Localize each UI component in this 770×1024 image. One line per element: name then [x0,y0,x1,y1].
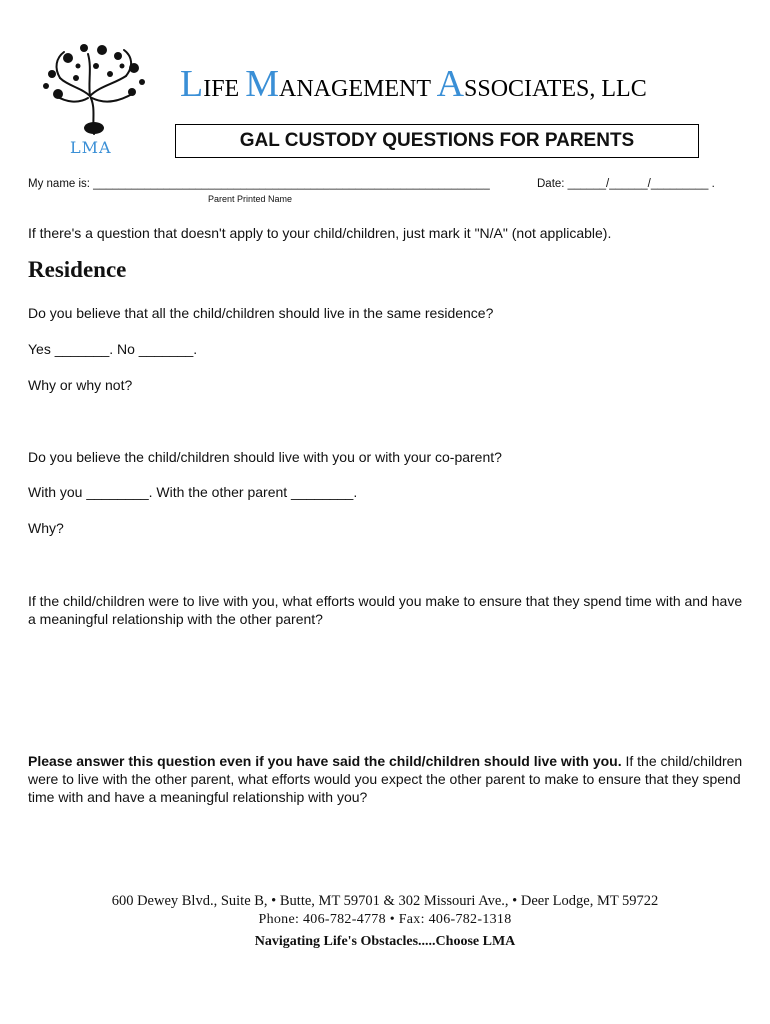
footer-phone: Phone: 406-782-4778 • Fax: 406-782-1318 [258,912,512,927]
name-field-sublabel: Parent Printed Name [208,194,293,204]
intro-text: If there's a question that doesn't apply to your child/children, just mark it "N/A" (not applicable). [28,225,612,241]
logo-lma-text: LMA [70,138,112,157]
question-1-answer-lines[interactable]: Yes _______. No _______. [28,341,198,357]
question-2: Do you believe the child/children should live with you or with your co-parent? [28,449,502,465]
section-title-residence: Residence [28,257,127,282]
question-4-text: If the child/children were to live with the other parent, what efforts would you expect the other parent to make to ensure that they spend time with and have a meaningful relationship with you? [28,753,743,805]
question-4 [28,752,743,806]
company-word-anagement: ANAGEMENT [279,76,437,102]
company-letter-a: A [436,63,465,105]
question-2-why: Why? [28,520,64,536]
company-letter-l: L [180,63,204,105]
question-2-answer-lines[interactable]: With you ________. With the other parent ________. [28,484,358,500]
company-word-ife: IFE [203,76,246,102]
name-field[interactable]: My name is: ______________________________________________________________ [28,178,490,190]
company-letter-m: M [245,63,280,105]
date-field[interactable]: Date: ______/______/_________ . [537,178,715,190]
question-1-why: Why or why not? [28,377,133,393]
footer-tagline: Navigating Life's Obstacles.....Choose LMA [254,934,516,949]
question-4-emphasis: Please answer this question even if you have said the child/children should live with you. [28,753,622,769]
footer-address: 600 Dewey Blvd., Suite B, • Butte, MT 59701 & 302 Missouri Ave., • Deer Lodge, MT 59722 [111,893,659,909]
lma-logo-tree-icon [38,38,150,138]
company-name [180,62,647,106]
form-title: GAL CUSTODY QUESTIONS FOR PARENTS [175,124,699,158]
company-word-ssociates: SSOCIATES, LLC [464,76,647,102]
question-1: Do you believe that all the child/children should live in the same residence? [28,305,494,321]
question-3: If the child/children were to live with you, what efforts would you make to ensure that they spend time with and have a meaningful relationship with the other parent? [28,593,743,627]
